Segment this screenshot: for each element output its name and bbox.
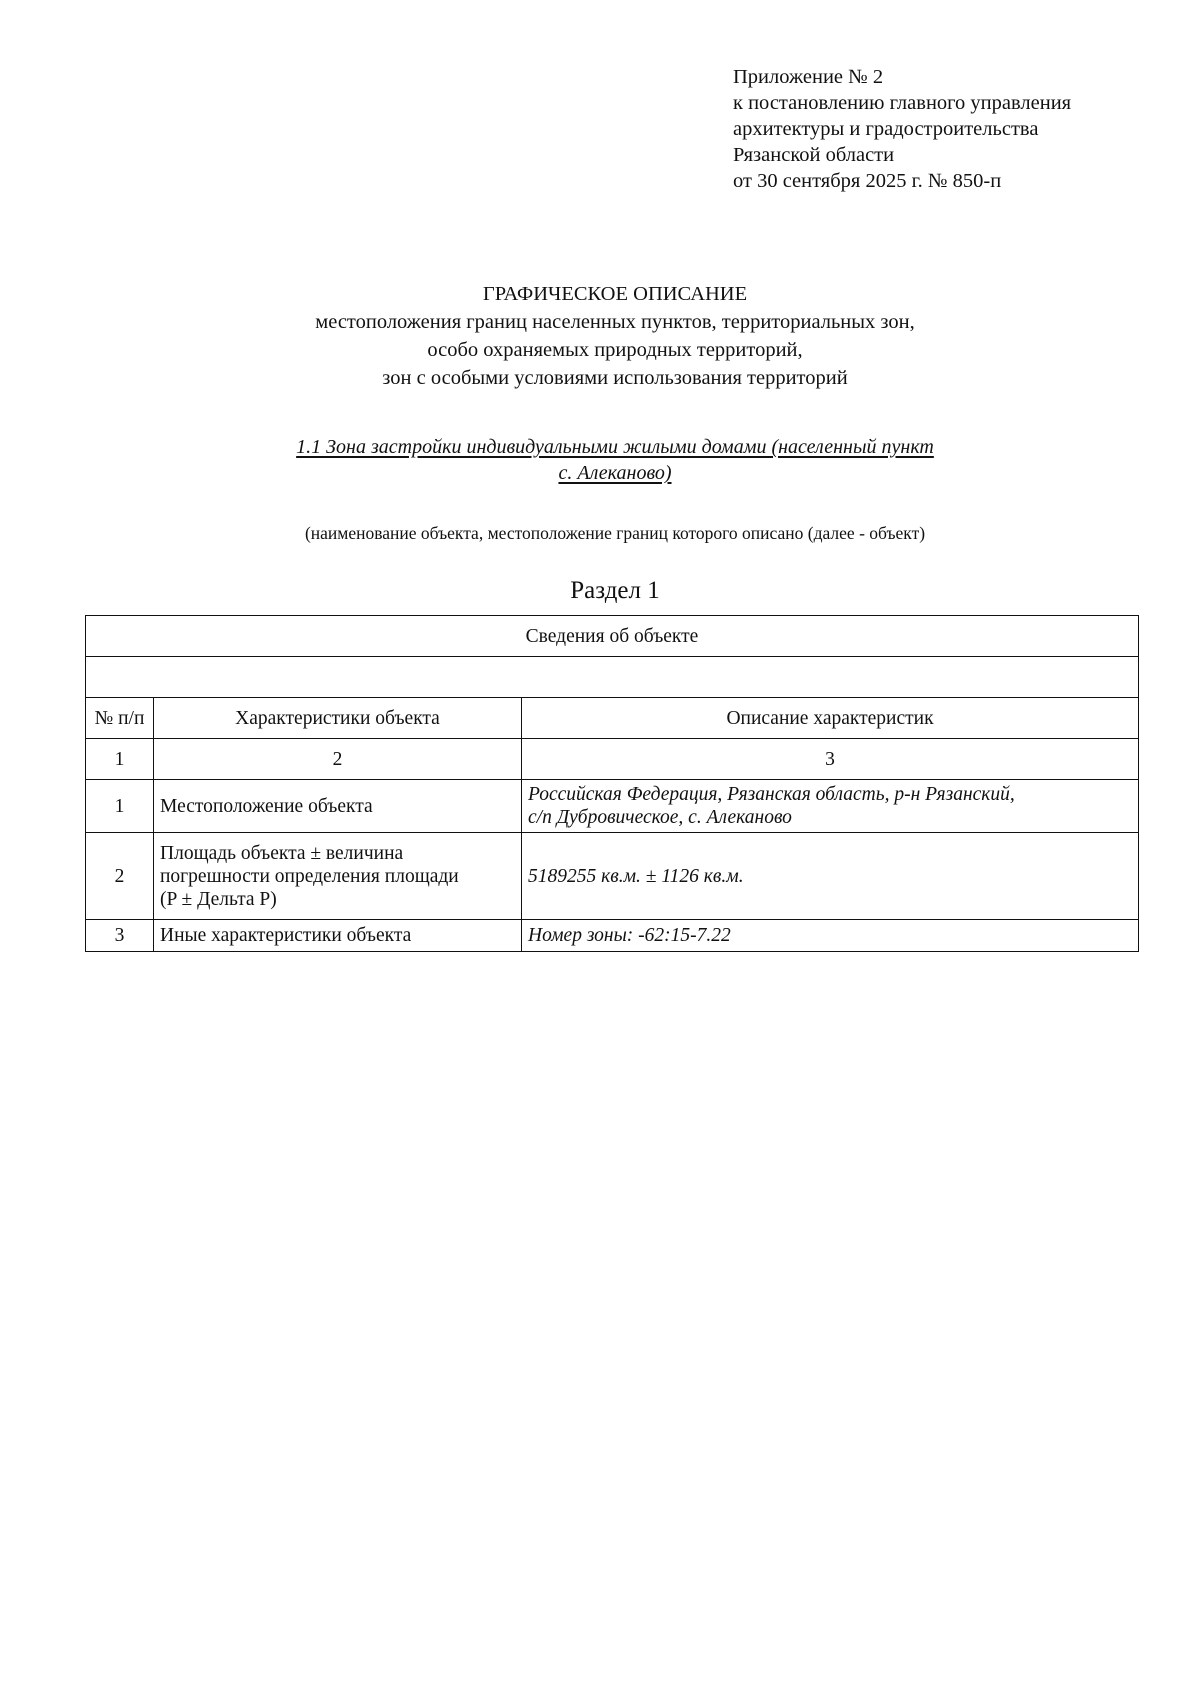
appendix-line: Приложение № 2 xyxy=(733,66,884,88)
row-characteristic xyxy=(154,833,522,920)
object-name xyxy=(0,434,1200,486)
table-empty-row xyxy=(86,657,1139,698)
title-line: особо охраняемых природных территорий, xyxy=(427,339,803,361)
object-name-line: с. Алеканово) xyxy=(558,462,672,484)
description-line: с/п Дубровическое, с. Алеканово xyxy=(528,807,792,828)
column-header: Характеристики объекта xyxy=(154,698,522,739)
appendix-line: от 30 сентября 2025 г. № 850-п xyxy=(733,170,1002,192)
column-header: Описание характеристик xyxy=(522,698,1139,739)
characteristic-line: погрешности определения площади xyxy=(160,865,459,887)
table-title-row xyxy=(86,616,1139,657)
description-line: Российская Федерация, Рязанская область, р-н Рязанский, xyxy=(528,784,1015,805)
table-row xyxy=(86,780,1139,833)
table-header-row xyxy=(86,698,1139,739)
section-title: Раздел 1 xyxy=(570,577,660,604)
row-number: 1 xyxy=(86,780,154,833)
column-header: № п/п xyxy=(86,698,154,739)
row-characteristic: Иные характеристики объекта xyxy=(154,920,522,952)
object-info-table xyxy=(85,615,1139,952)
object-caption: (наименование объекта, местоположение границ которого описано (далее - объект) xyxy=(304,523,926,543)
object-name-line: 1.1 Зона застройки индивидуальными жилыми домами (населенный пункт xyxy=(296,436,934,458)
appendix-line: архитектуры и градостроительства xyxy=(733,118,1039,140)
row-description: Номер зоны: -62:15-7.22 xyxy=(522,920,1139,952)
table-row xyxy=(86,920,1139,952)
appendix-header xyxy=(733,64,1173,194)
appendix-line: Рязанской области xyxy=(733,144,895,166)
row-number: 3 xyxy=(86,920,154,952)
table-title: Сведения об объекте xyxy=(86,616,1139,657)
table-row xyxy=(86,833,1139,920)
characteristic-line: (P ± Дельта P) xyxy=(160,888,277,910)
column-number: 3 xyxy=(522,739,1139,780)
title-line: зон с особыми условиями использования территорий xyxy=(382,367,848,389)
title-line: местоположения границ населенных пунктов, территориальных зон, xyxy=(315,311,915,333)
title-heading: ГРАФИЧЕСКОЕ ОПИСАНИЕ xyxy=(482,283,748,305)
document-title xyxy=(0,280,1200,392)
row-description: 5189255 кв.м. ± 1126 кв.м. xyxy=(522,833,1139,920)
row-number: 2 xyxy=(86,833,154,920)
row-characteristic: Местоположение объекта xyxy=(154,780,522,833)
column-number: 1 xyxy=(86,739,154,780)
empty-cell xyxy=(86,657,1139,698)
table-column-numbers-row xyxy=(86,739,1139,780)
row-description xyxy=(522,780,1139,833)
characteristic-line: Площадь объекта ± величина xyxy=(160,842,404,864)
appendix-line: к постановлению главного управления xyxy=(733,92,1072,114)
column-number: 2 xyxy=(154,739,522,780)
